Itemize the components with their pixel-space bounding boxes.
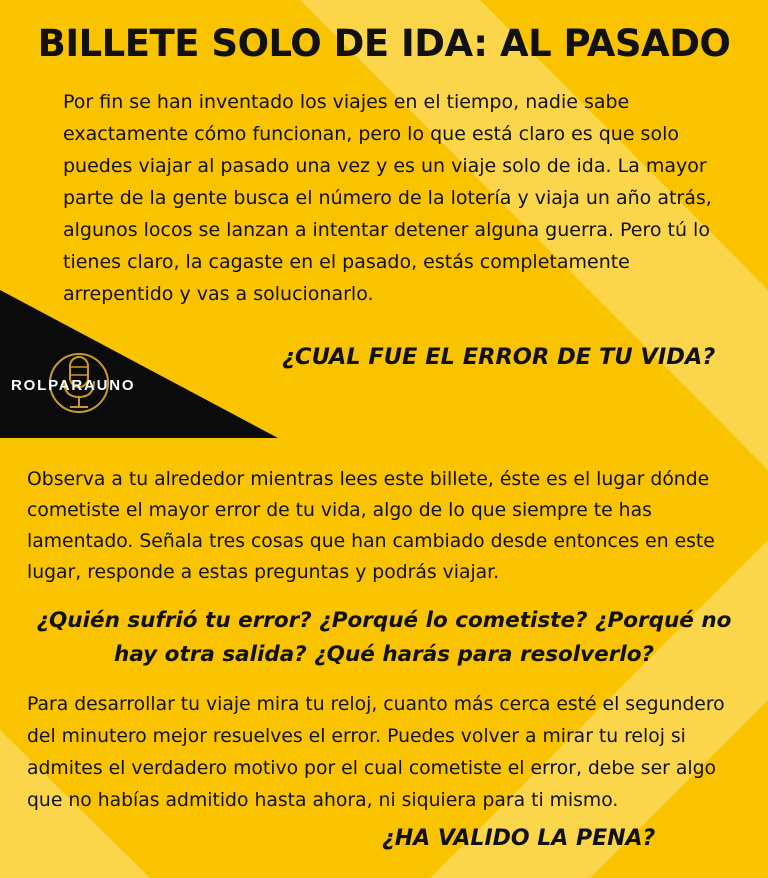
brand-label: ROLPARAUNO (11, 377, 136, 394)
page-title: BILLETE SOLO DE IDA: AL PASADO (37, 22, 731, 65)
questions-list: ¿Quién sufrió tu error? ¿Porqué lo cometiste? ¿Porqué no hay otra salida? ¿Qué harás para resolverlo? (36, 608, 732, 667)
observe-paragraph: Observa a tu alrededor mientras lees este billete, éste es el lugar dónde cometiste el mayor error de tu vida, algo de lo que siempre te has lamentado. Señala tres cosas que han cambiado desde entonces en este lugar, responde a estas preguntas y podrás viajar. (27, 469, 715, 583)
main-question: ¿CUAL FUE EL ERROR DE TU VIDA? (282, 344, 716, 370)
final-question: ¿HA VALIDO LA PENA? (382, 826, 656, 851)
black-banner (0, 290, 278, 438)
travel-paragraph: Para desarrollar tu viaje mira tu reloj, cuanto más cerca esté el segundero del minutero mejor resuelves el error. Puedes volver a mirar tu reloj si admites el verdadero motivo por el cual cometiste el error, debe ser algo que no habías admitido hasta ahora, ni siquiera para ti mismo. (27, 694, 725, 811)
intro-paragraph: Por fin se han inventado los viajes en el tiempo, nadie sabe exactamente cómo funcionan, pero lo que está claro es que solo puedes viajar al pasado una vez y es un viaje solo de ida. La mayor parte de la gente busca el número de la lotería y viaja un año atrás, algunos locos se lanzan a intentar detener alguna guerra. Pero tú lo tienes claro, la cagaste en el pasado, estás completamente arrepentido y vas a solucionarlo. (63, 91, 712, 305)
